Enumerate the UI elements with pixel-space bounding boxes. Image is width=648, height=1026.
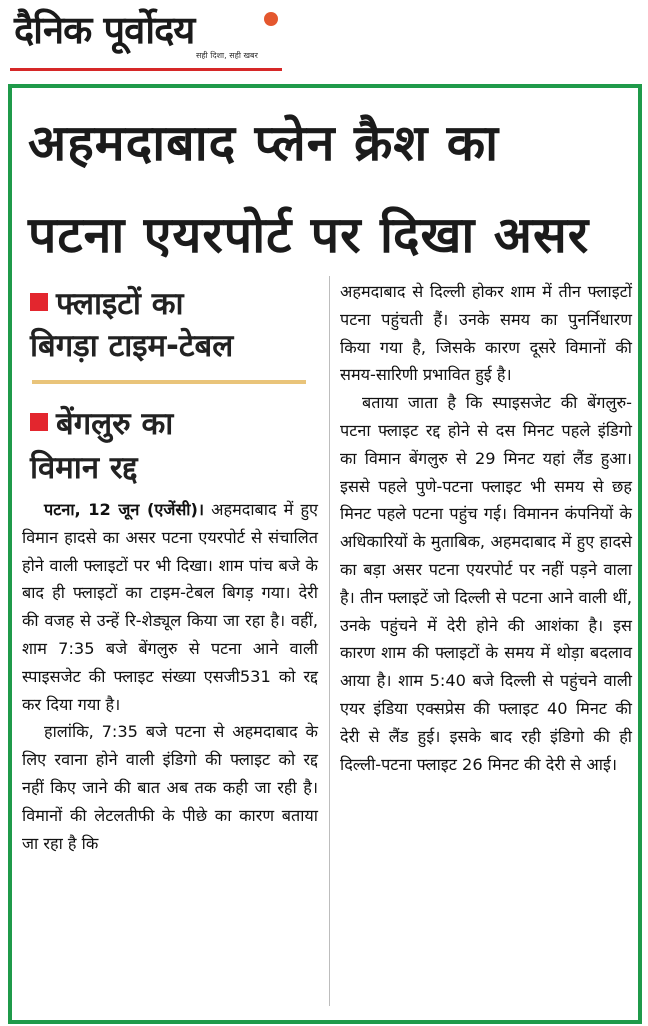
column-divider [329, 276, 330, 1006]
paragraph-4: बताया जाता है कि स्पाइसजेट की बेंगलुरु-पटना फ्लाइट रद्द होने से दस मिनट पहले इंडिगो का विमान बेंगलुरु से 29 मिनट यहां लैंड हुआ। इससे पहले पुणे-पटना फ्लाइट भी समय से छह मिनट पहले पटना पहुंच गई। विमानन कंपनियों के अधिकारियों के मुताबिक, अहमदाबाद में हुए हादसे का बड़ा असर पटना एयरपोर्ट पर नहीं पड़ने वाला है। तीन फ्लाइटें जो दिल्ली से पटना आने वाली थीं, उनके पहुंचने में देरी होने की आशंका है। इस कारण शाम की फ्लाइटों के समय में थोड़ा बदलाव आया है। शाम 5:40 बजे दिल्ली से पहुंचने वाली एयर इंडिया एक्सप्रेस की फ्लाइट 40 मिनट की देरी से लैंड हुई। इसके बाद रही इंडिगो की ही दिल्ली-पटना फ्लाइट 26 मिनट की देरी से आई। [340, 393, 632, 774]
headline-line-1: अहमदाबाद प्लेन क्रैश का [28, 114, 500, 172]
bullet-square-icon [30, 413, 48, 431]
subhead-2-line-2: विमान रद्द [30, 450, 138, 486]
newspaper-logo: दैनिक पूर्वोदय [14, 8, 195, 52]
paragraph-2: हालांकि, 7:35 बजे पटना से अहमदाबाद के लिए रवाना होने वाली इंडिगो की फ्लाइट को रद्द नहीं किए जाने की बात अब तक कही जा रही है। विमानों की लेटलतीफी के पीछे का कारण बताया जा रहा है कि [22, 722, 318, 853]
subhead-1-line-1 [30, 284, 184, 324]
article-column-left [22, 496, 318, 857]
paragraph-1 [22, 496, 318, 718]
article-column-right [340, 278, 632, 778]
masthead-rule [10, 68, 282, 71]
logo-dot-icon [264, 12, 278, 26]
subhead-1-line-2: बिगड़ा टाइम-टेबल [30, 328, 234, 364]
paragraph-1-text: अहमदाबाद में हुए विमान हादसे का असर पटना एयरपोर्ट से संचालित होने वाली फ्लाइटों पर भी दिखा। शाम पांच बजे के बाद ही फ्लाइटों का टाइम-टेबल बिगड़ गया। देरी की वजह से उन्हें रि-शेड्यूल किया जा रहा है। वहीं, शाम 7:35 बजे बेंगलुरु से पटना आने वाली स्पाइसजेट की फ्लाइट संख्या एसजी531 को रद्द कर दिया गया है। [22, 500, 318, 714]
subhead-2-text: बेंगलुरु का [56, 406, 174, 442]
dateline: पटना, 12 जून (एजेंसी)। [44, 500, 204, 519]
subhead-1-text: फ्लाइटों का [56, 286, 184, 322]
subhead-2-line-1 [30, 404, 173, 444]
subhead-underline [32, 380, 306, 384]
masthead [0, 0, 648, 76]
tagline: सही दिशा, सही खबर [196, 51, 258, 60]
bullet-square-icon [30, 293, 48, 311]
paragraph-3: अहमदाबाद से दिल्ली होकर शाम में तीन फ्लाइटों पटना पहुंचती हैं। उनके समय का पुनर्निधारण किया गया है, जिसके कारण दूसरे विमानों की समय-सारिणी प्रभावित हुई है। [340, 282, 632, 385]
headline-line-2: पटना एयरपोर्ट पर दिखा असर [28, 206, 590, 264]
